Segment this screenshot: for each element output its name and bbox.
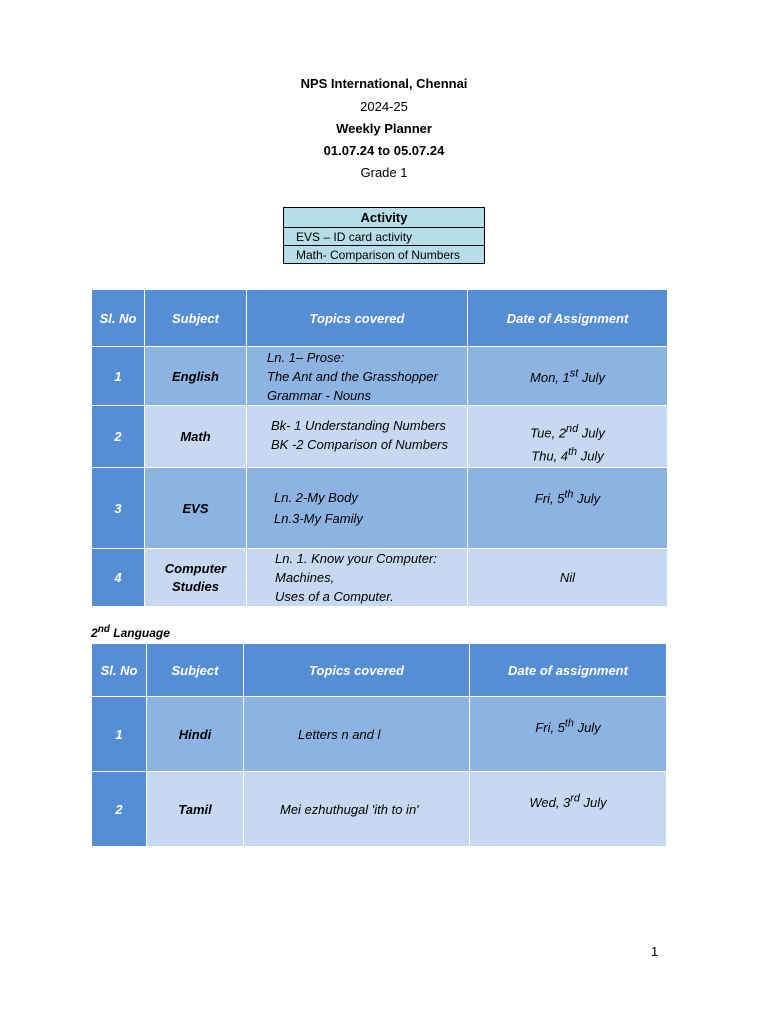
date-text: Fri, 5th July bbox=[534, 489, 601, 507]
table-row bbox=[92, 406, 668, 468]
table-row bbox=[92, 549, 668, 607]
subject-cell: EVS bbox=[145, 468, 247, 549]
row-number: 2 bbox=[92, 772, 147, 847]
row-number: 2 bbox=[92, 406, 145, 468]
date-cell bbox=[468, 406, 668, 468]
topic-line: Ln. 1– Prose: bbox=[267, 349, 345, 365]
school-name: NPS International, Chennai bbox=[300, 76, 468, 91]
topic-line: Ln.3-My Family bbox=[274, 511, 363, 526]
date-text: Fri, 5th July bbox=[535, 718, 601, 736]
topics-cell: Letters n and l bbox=[244, 697, 470, 772]
table-header-row bbox=[92, 290, 668, 347]
subject-cell: Tamil bbox=[147, 772, 244, 847]
second-language-table bbox=[91, 643, 667, 847]
topic-line: Uses of a Computer. bbox=[275, 589, 394, 604]
date-text: Thu, 4th July bbox=[531, 445, 604, 463]
grade-label: Grade 1 bbox=[360, 165, 408, 180]
column-header: Date of assignment bbox=[470, 644, 667, 697]
topic-line: BK -2 Comparison of Numbers bbox=[271, 437, 449, 452]
page-number: 1 bbox=[651, 944, 659, 959]
row-number: 3 bbox=[92, 468, 145, 549]
academic-year: 2024-25 bbox=[360, 99, 408, 114]
date-cell bbox=[468, 468, 668, 549]
topic-line: Ln. 1. Know your Computer: bbox=[275, 551, 437, 566]
column-header: Subject bbox=[145, 290, 247, 347]
topics-cell bbox=[247, 406, 468, 468]
column-header: Topics covered bbox=[247, 290, 468, 347]
subject-cell: Math bbox=[145, 406, 247, 468]
topic-line: Ln. 2-My Body bbox=[274, 490, 358, 505]
column-header: Subject bbox=[147, 644, 244, 697]
table-header-row bbox=[92, 644, 667, 697]
topic-line: Grammar - Nouns bbox=[267, 387, 372, 403]
date-cell: Nil bbox=[468, 549, 668, 607]
subject-cell: Computer Studies bbox=[145, 549, 247, 607]
activity-row: Math- Comparison of Numbers bbox=[284, 246, 485, 264]
subject-cell: English bbox=[145, 347, 247, 406]
date-cell bbox=[470, 772, 667, 847]
topic-line: Machines, bbox=[275, 570, 335, 585]
activity-heading: Activity bbox=[284, 208, 485, 228]
topics-cell: Mei ezhuthugal 'ith to in' bbox=[244, 772, 470, 847]
activity-row: EVS – ID card activity bbox=[284, 228, 485, 246]
table-row bbox=[92, 772, 667, 847]
row-number: 4 bbox=[92, 549, 145, 607]
column-header: Topics covered bbox=[244, 644, 470, 697]
topics-cell bbox=[247, 347, 468, 406]
planner-table bbox=[91, 289, 668, 607]
activity-table bbox=[283, 207, 485, 264]
column-header: Sl. No bbox=[92, 290, 145, 347]
week-dates: 01.07.24 to 05.07.24 bbox=[323, 143, 445, 158]
row-number: 1 bbox=[92, 347, 145, 406]
date-text: Wed, 3rd July bbox=[529, 793, 607, 811]
topics-cell bbox=[247, 468, 468, 549]
second-language-label: 2nd Language bbox=[91, 624, 170, 640]
topics-cell bbox=[247, 549, 468, 607]
page-title: Weekly Planner bbox=[336, 121, 432, 136]
date-text: Tue, 2nd July bbox=[530, 423, 605, 441]
topic-line: The Ant and the Grasshopper bbox=[267, 368, 438, 384]
subject-cell: Hindi bbox=[147, 697, 244, 772]
row-number: 1 bbox=[92, 697, 147, 772]
column-header: Date of Assignment bbox=[468, 290, 668, 347]
date-text: Mon, 1st July bbox=[530, 367, 605, 386]
table-row bbox=[92, 468, 668, 549]
table-row bbox=[92, 697, 667, 772]
column-header: Sl. No bbox=[92, 644, 147, 697]
topic-line: Bk- 1 Understanding Numbers bbox=[271, 418, 446, 433]
date-cell bbox=[470, 697, 667, 772]
date-cell bbox=[468, 347, 668, 406]
table-row bbox=[92, 347, 668, 406]
